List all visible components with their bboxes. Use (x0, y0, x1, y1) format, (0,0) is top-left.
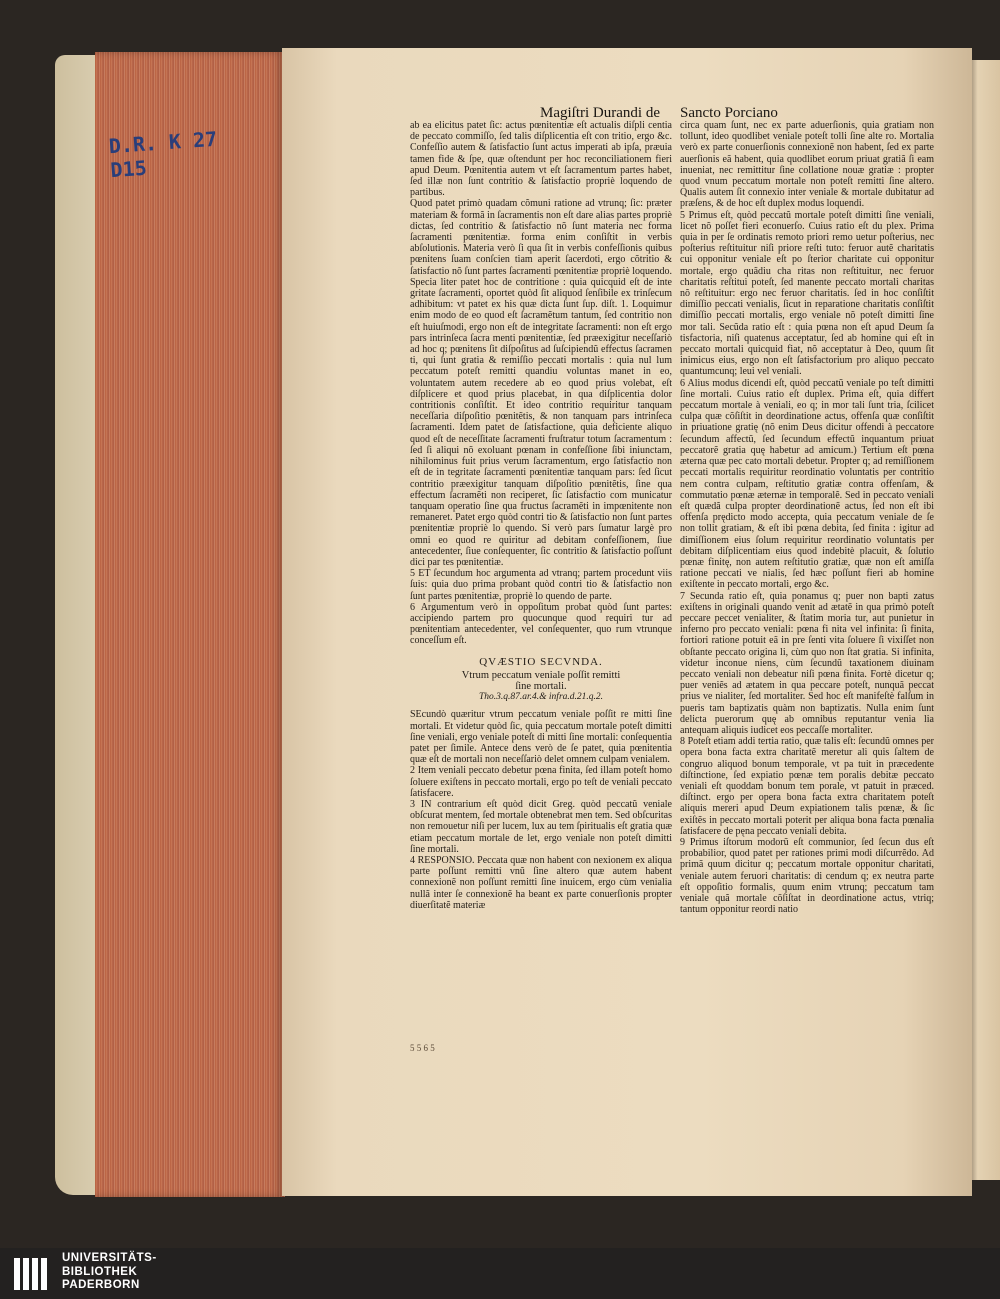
shelf-mark-line: D.R. K 27 (108, 126, 218, 159)
paragraph: 6 Alius modus dicendi eſt, quòd peccatũ veniale po teſt dimitti ſine mortali. Cuius ratio eſt duplex. Prima eſt, quia differt peccatum mortale à veniali, eo q; in mor tali ſunt tria, ſcilicet culpa quæ cõſiſtit in deordinatione actus, offenſa quæ conſiſtit in priuatione gratię (nõ enim Deus dicitur offendi à peccatore ſecundum affectũ, ſed ſecundum effectũ inquantum priuat peccatorẽ gratia quę habetur ad amicum.) Tertium eſt pœna æterna quæ pec cato mortali debetur. Propter q; ad remiſſionem peccati mortalis requiritur reordinatio voluntatis per contritio nem contra culpam, reſtitutio gratiæ contra offenſam, & commutatio pœnæ æternæ in temporalẽ. Sed in peccato veniali eſt quædã culpa propter deordinationẽ actus, ſed non eſt ibi offenſa prędicto modo accepta, quia peccatum veniale de ſe non tollit gratiam, & eſt ibi pœna debita, ſed finita : igitur ad dimiſſionem eius ſolum requiritur reordinatio voluntatis per debitam diſplicentiam eius quod indebitè placuit, & ſolutio pœnæ finitę, non autem reſtitutio gratiæ, quæ non eſt amiſſa ratione peccati ve nialis, ſed hæc poſſunt fieri ab homine exiſtente in peccato mortali, ergo &c. (680, 377, 934, 591)
paragraph: 6 Argumentum verò in oppoſitum probat quòd ſunt partes: accipiendo partem pro quocunque quod requiri tur ad pœnitentiam antecedenter, vel conſequenter, quo rum vtrunque conceſſum eſt. (410, 601, 672, 647)
running-head-left: Magiſtri Durandi de (540, 105, 660, 121)
library-name-line: PADERBORN (62, 1279, 140, 1291)
paragraph: 5 Primus eſt, quòd peccatũ mortale poteſt dimitti ſine veniali, licet nõ poſſet fieri econuerſo. Cuius ratio eſt du plex. Prima quia in per ſe ordinatis remoto priori remo uetur poſterius, nec poſterius reſtituitur niſi priore reſti tuto: feruor autẽ charitatis cui opponitur veniale eſt po ſterior charitate cui opponitur mortale, ergo quãdiu cha ritas non reſtituitur, nec feruor charitatis reſtitui poteſt, ſed manente peccato mortali charitas nõ reſtituitur: ergo nec feruor charitatis. ſed in hoc conſiſtit dimiſſio peccati venialis, ſicut in reparatione charitatis conſiſtit dimiſſio peccati mortalis, ergo veniale nõ poteſt dimitti ſine mor tali. Secũda ratio eſt : quia pœna non eſt apud Deum ſa tisfactoria, niſi quatenus acceptatur, ſed ab homine qui eſt in peccato mortali quicquid fiat, nõ acceptatur à Deo, quum ſit inimicus eius, ergo non eſt ſatisfactorium pro aliquo peccato quantumcunq; leui vel veniali. (680, 209, 934, 378)
question-subtitle: Vtrum peccatum veniale poſſit remitti (461, 669, 621, 681)
library-name-line: BIBLIOTHEK (62, 1265, 138, 1278)
question-reference: Tho.3.q.87.ar.4.& infra.d.21.q.2. (478, 692, 604, 703)
library-name-line: UNIVERSITÄTS- (62, 1252, 157, 1264)
paragraph: Quod patet primò quadam cõmuni ratione ad vtrunq; ſic: præter materiam & formã in ſacramentis non eſt dare alias partes propriè dictas, ſed contritio & ſatisfactio nõ ſunt materia nec forma ſacramenti pœnitentiæ. forma enim conſiſtit in verbis abſolutionis. Materia verò ſi qua ſit in verbis confeſſionis quibus pœnitens ſuam conſcien tiam aperit ſacerdoti, ergo cõtritio & ſatisfactio nõ ſunt partes ſacramenti pœnitentiæ propriè loquendo. Specia liter patet hoc de contritione : quia quicquid eſt de inte gritate ſacramenti, oportet quòd ſit aliquod ſenſibile ex trinſecum adhibitum: vt patet ex his quæ dicta ſunt ſup. diſt. 1. Loquimur enim modo de eo quod eſt ſacramẽtum tantum, ſed contritio non eſt huiuſmodi, ergo non eſt de integritate ſacramenti: non eſt ergo pars intrinſeca ſacra menti pœnitentiæ, ſed præexigitur neceſſariò ad hoc q; pœnitens ſit diſpoſitus ad ſuſcipiendũ effectus ſacramen ti, qui ſunt gratia & remiſſio peccati mortalis : quia nul lum peccatum poteſt remitti quandiu voluntas manet in eo, voluntatem autem recedere ab eo quod prius volebat, eſt diſplicere et quod prius placebat, in qua diſplicentia dolor contritionis conſiſtit. Et ideo contritio requiritur tanquam neceſſaria diſpoſitio pœnitẽtis, & non tanquam pars intrinſeca ſacramenti. Idem patet de ſatisfactione, quia deficiente aliquo quod eſt de neceſſitate ſacramenti fruſtratur totum ſacramentum : ſed ſi aliqui nõ exoluant pœnam in confeſſione ſibi iniunctam, nihilominus fuit prius verum ſacramentum, ergo ſatisfactio non eſt de in tegritate ſacramenti pœnitentiæ tanquam pars: ſed ſicut contritio præexigitur tanquam diſpoſitio pœnitẽtis, ſine qua effectum ſacramẽti non reciperet, ſic ſatisfactio com municatur tanquam operatio ſine qua fructus ſacramẽti in impœnitente non remaneret. Patet ergo quòd contri tio & ſatisfactio non ſunt partes pœnitentiæ propriè lo quendo. Si verò pars ſumatur largè pro omni eo quod re quiritur ad debitam confeſſionem, ſiue antecedenter, ſiue conſequenter, ſic contritio & ſatisfactio poſſunt dici par tes pœnitentiæ. (410, 198, 672, 568)
shelf-mark (108, 126, 232, 194)
right-column (680, 120, 934, 1070)
signature-mark: 5 5 6 5 (410, 1043, 435, 1053)
running-head-right: Sancto Porciano (680, 105, 778, 121)
paragraph: 4 RESPONSIO. Peccata quæ non habent con nexionem ex aliqua parte poſſunt remitti vnũ ſine altero quæ autem habent connexionẽ non poſſunt remitti ſine inuicem, ergo cùm venialia nullã inter ſe connexionẽ ha beant ex parte conuerſionis propter diuerſitatẽ materiæ (410, 855, 672, 911)
question-title: QVÆSTIO SECVNDA. (479, 655, 603, 668)
library-logo-icon (12, 1254, 52, 1294)
library-name (62, 1252, 157, 1293)
paragraph: SEcundò quæritur vtrum peccatum veniale poſſit re mitti ſine mortali. Et videtur quòd ſic, quia peccatum mortale poteſt dimitti ſine veniali, ergo veniale poteſt di mitti ſine mortali: conſequentia patet per ſimile. Antece dens verò de ſe patet, quia pœnitentia quæ eſt de mortali non neceſſariò delet omnem culpam venialem. (410, 709, 672, 766)
paragraph: 9 Primus iſtorum modorũ eſt communior, ſed ſecun dus eſt probabilior, quod patet per rationes primi modi diſcurrẽdo. Ad primã quum dicitur q; peccatum mortale opponitur charitati, veniale autem feruori charitatis: di cendum q; ex neutra parte eſt oppoſitio formalis, quum enim vtrunq; peccatum tam veniale quã mortale cõſiſtat in deordinatione actus, vtriq; tantum opponitur reordi natio (680, 837, 934, 916)
red-fore-edge (95, 52, 285, 1197)
question-subtitle: ſine mortali. (515, 680, 567, 692)
paragraph: 5 ET ſecundum hoc argumenta ad vtranq; partem procedunt viis ſuis: quia duo prima probant quòd contri tio & ſatisfactio non ſunt partes pœnitentiæ, propriè lo quendo de parte. (410, 568, 672, 602)
paragraph: circa quam ſunt, nec ex parte aduerſionis, quia gratiam non tollunt, ideo quodlibet veniale poteſt tolli ſine alte ro. Mortalia verò ex parte conuerſionis connexionẽ non habent, ſed ex parte auerſionis eã habent, quia quodlibet eorum priuat gratiã ſi eam inueniat, nec remittitur ſine collatione nouæ gratiæ : propter quod vnum peccatum mortale non poteſt remitti ſine altero. Qualis autem ſit connexio inter veniale & mortale dubitatur ad præſens, & de hoc eſt duplex modus loquendi. (680, 120, 934, 210)
paragraph: 3 IN contrarium eſt quòd dicit Greg. quòd peccatũ veniale obſcurat mentem, ſed mortale obtenebrat men tem. Sed obſcuritas non remouetur niſi per lucem, lux au tem ſpiritualis eſt gratia quæ etiam peccatum mortale de let, ergo veniale non poteſt dimitti ſine mortali. (410, 798, 672, 855)
paragraph: 7 Secunda ratio eſt, quia ponamus q; puer non bapti zatus exiſtens in originali quando venit ad ætatẽ in qua primò poteſt peccare peccet venialiter, & ſtatim moria tur, aut punietur in inferno pro peccato veniali: pœna fi nita vel infinita: ſi finita, fortiori ratione potuit eã in pre ſenti vita ſoluere ſi vixiſſet non obſtante peccato origina li, cùm quo non ſtat gratia. Si infinita, videtur inconue niens, cùm ſecundũ taxationem diuinam peccato veniali non debeatur niſi pœna finita. Fortè dicetur q; puer veniẽs ad ætatem in qua peccare poteſt, nunquã peccat prius ve nialiter, ſed mortaliter. Sed hoc eſt manifeſtè falſum in pueris tam baptizatis quàm non baptizatis. Nulla enim ſunt delicta puerorum quę ab omnibus reputantur venia lia antequam aliquis iudicet eos peccaſſe mortaliter. (680, 590, 934, 736)
left-column (410, 120, 672, 1040)
facing-page-edge (968, 60, 1000, 1180)
paragraph: 2 Item veniali peccato debetur pœna finita, ſed illam poteſt homo ſoluere exiſtens in peccato mortali, ergo po teſt de veniali peccato ſatisfacere. (410, 765, 672, 799)
shelf-mark-line: D15 (109, 155, 148, 183)
paragraph: 8 Poteſt etiam addi tertia ratio, quæ talis eſt: ſecundũ omnes per opera bona facta extra charitatẽ meretur ali quis ſaltem de congruo aliquod bonum temporale, vt pa tuit in præcedente diſtinctione, ſed expiatio pœnæ tem poralis debitæ peccato veniali eſt quoddam bonum tem porale, vt patuit in præced. diſtinct. ergo per opera bona facta extra charitatem poteſt aliquis mereri apud Deum expiationem talis pœnæ, & ſic exiſtẽs in peccato mortali poterit per aliqua bona facta pœnalia ſatisfacere de pęna peccato veniali debita. (680, 736, 934, 837)
paragraph: ab ea elicitus patet ſic: actus pœnitentiæ eſt actualis diſpli centia de peccato commiſſo, ſed talis diſplicentia eſt con tritio, ergo &c. Confeſſio autem & ſatisfactio ſunt actus imperati ab ipſa, præuia tamen fide & ſpe, quæ oſtendunt per hoc reconciliationem fieri apud Deum. Pœnitentia autem vt eſt ſacramentum partes habet, ſed illæ non ſunt contritio & ſatisfactio propriè loquendo de partibus. (410, 120, 672, 199)
